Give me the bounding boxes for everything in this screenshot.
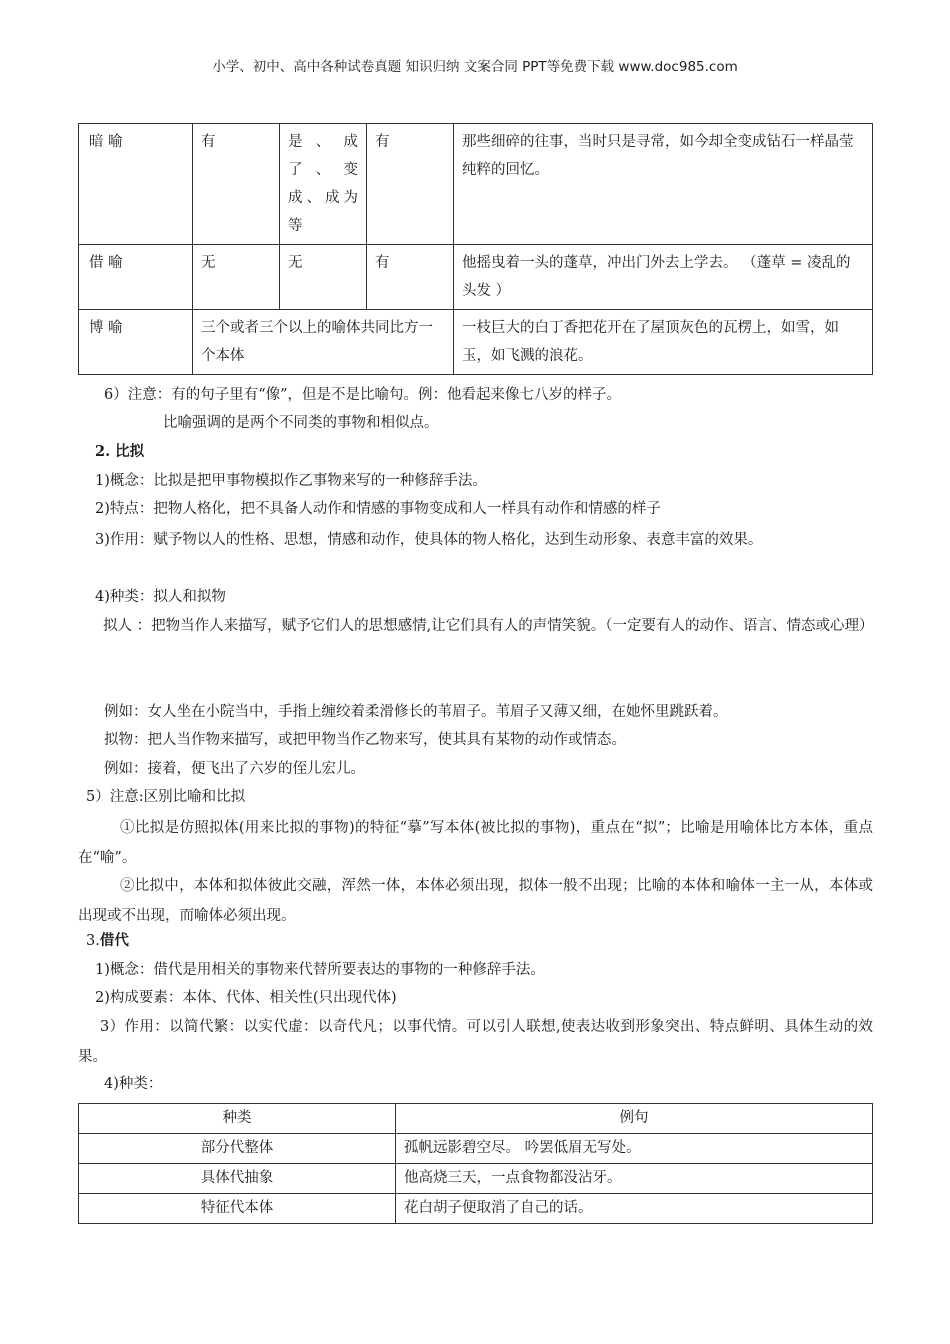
paragraph: 拟物：把人当作物来描写，或把甲物当作乙物来写，使其具有某物的动作或情态。 xyxy=(104,732,626,748)
section-title: 借代 xyxy=(99,932,129,949)
table-row xyxy=(79,1164,873,1194)
table-cell: 有 xyxy=(367,245,454,310)
page-header: 小学、初中、高中各种试卷真题 知识归纳 文案合同 PPT等免费下载 www.doc985.com xyxy=(212,59,738,75)
paragraph: 3)作用：赋予物以人的性格、思想，情感和动作，使具体的物人格化，达到生动形象、表意丰富的效果。 xyxy=(95,532,763,548)
section-heading: 2. 比拟 xyxy=(95,443,145,460)
paragraph: 拟人 ：把物当作人来描写，赋予它们人的思想感情,让它们具有人的声情笑貌。（一定要有人的动作、语言、情态或心理） xyxy=(103,618,874,634)
metaphor-type: 暗 喻 xyxy=(79,124,193,245)
paragraph: 2)特点：把物人格化，把不具备人动作和情感的事物变成和人一样具有动作和情感的样子 xyxy=(95,501,661,517)
paragraph: 2)构成要素：本体、代体、相关性(只出现代体) xyxy=(95,990,397,1006)
table-cell: 具体代抽象 xyxy=(79,1164,396,1194)
paragraph: 1)概念：比拟是把甲事物模拟作乙事物来写的一种修辞手法。 xyxy=(95,473,487,489)
paragraph: 1)概念：借代是用相关的事物来代替所要表达的事物的一种修辞手法。 xyxy=(95,962,545,978)
paragraph: ①比拟是仿照拟体(用来比拟的事物)的特征“摹”写本体(被比拟的事物)，重点在“拟”；比喻是用喻体比方本体，重点在“喻”。 xyxy=(78,820,873,866)
column-header: 种类 xyxy=(79,1104,396,1134)
table-row xyxy=(79,124,873,245)
table-row xyxy=(79,1194,873,1224)
paragraph: 4)种类：拟人和拟物 xyxy=(95,589,226,605)
example-cell: 那些细碎的往事，当时只是寻常，如今却全变成钻石一样晶莹纯粹的回忆。 xyxy=(454,124,873,245)
table-row xyxy=(79,245,873,310)
column-header: 例句 xyxy=(396,1104,873,1134)
note-paragraph: 6）注意：有的句子里有“像”，但是不是比喻句。例：他看起来像七八岁的样子。 xyxy=(104,387,622,403)
paragraph: 5）注意:区别比喻和比拟 xyxy=(86,789,246,805)
section-heading xyxy=(86,929,129,953)
merged-cell: 三个或者三个以上的喻体共同比方一个本体 xyxy=(193,310,454,375)
table-cell: 特征代本体 xyxy=(79,1194,396,1224)
table-cell: 无 xyxy=(280,245,367,310)
example-cell: 他摇曳着一头的蓬草，冲出门外去上学去。 （蓬草 = 凌乱的头发 ） xyxy=(454,245,873,310)
section-number: 3. xyxy=(86,933,100,949)
table-cell: 无 xyxy=(193,245,280,310)
table-cell: 有 xyxy=(367,124,454,245)
table-cell: 是 、 成 了 、 变 成、成为等 xyxy=(280,124,367,245)
table-header-row xyxy=(79,1104,873,1134)
paragraph: 3）作用：以简代繁：以实代虚：以奇代凡；以事代情。可以引人联想,使表达收到形象突出、特点鲜明、具体生动的效果。 xyxy=(78,1019,873,1065)
table-row xyxy=(79,310,873,375)
table-cell: 孤帆远影碧空尽。 吟罢低眉无写处。 xyxy=(396,1134,873,1164)
paragraph: ②比拟中，本体和拟体彼此交融，浑然一体，本体必须出现，拟体一般不出现；比喻的本体和喻体一主一从，本体或出现或不出现，而喻体必须出现。 xyxy=(78,878,873,924)
paragraph: 4)种类： xyxy=(104,1076,163,1092)
table-cell: 花白胡子便取消了自己的话。 xyxy=(396,1194,873,1224)
table-cell: 部分代整体 xyxy=(79,1134,396,1164)
table-row xyxy=(79,1134,873,1164)
metaphor-table xyxy=(78,123,873,375)
example-cell: 一枝巨大的白丁香把花开在了屋顶灰色的瓦楞上，如雪，如玉，如飞溅的浪花。 xyxy=(454,310,873,375)
table-cell: 他高烧三天，一点食物都没沾牙。 xyxy=(396,1164,873,1194)
metaphor-type: 博 喻 xyxy=(79,310,193,375)
example-text: 例如：女人坐在小院当中，手指上缠绞着柔滑修长的苇眉子。苇眉子又薄又细，在她怀里跳跃着。 xyxy=(104,704,728,720)
table-cell: 有 xyxy=(193,124,280,245)
metaphor-type: 借 喻 xyxy=(79,245,193,310)
example-text: 例如：接着，便飞出了六岁的侄儿宏儿。 xyxy=(104,761,365,777)
metonymy-table xyxy=(78,1103,873,1224)
note-paragraph: 比喻强调的是两个不同类的事物和相似点。 xyxy=(163,415,439,431)
